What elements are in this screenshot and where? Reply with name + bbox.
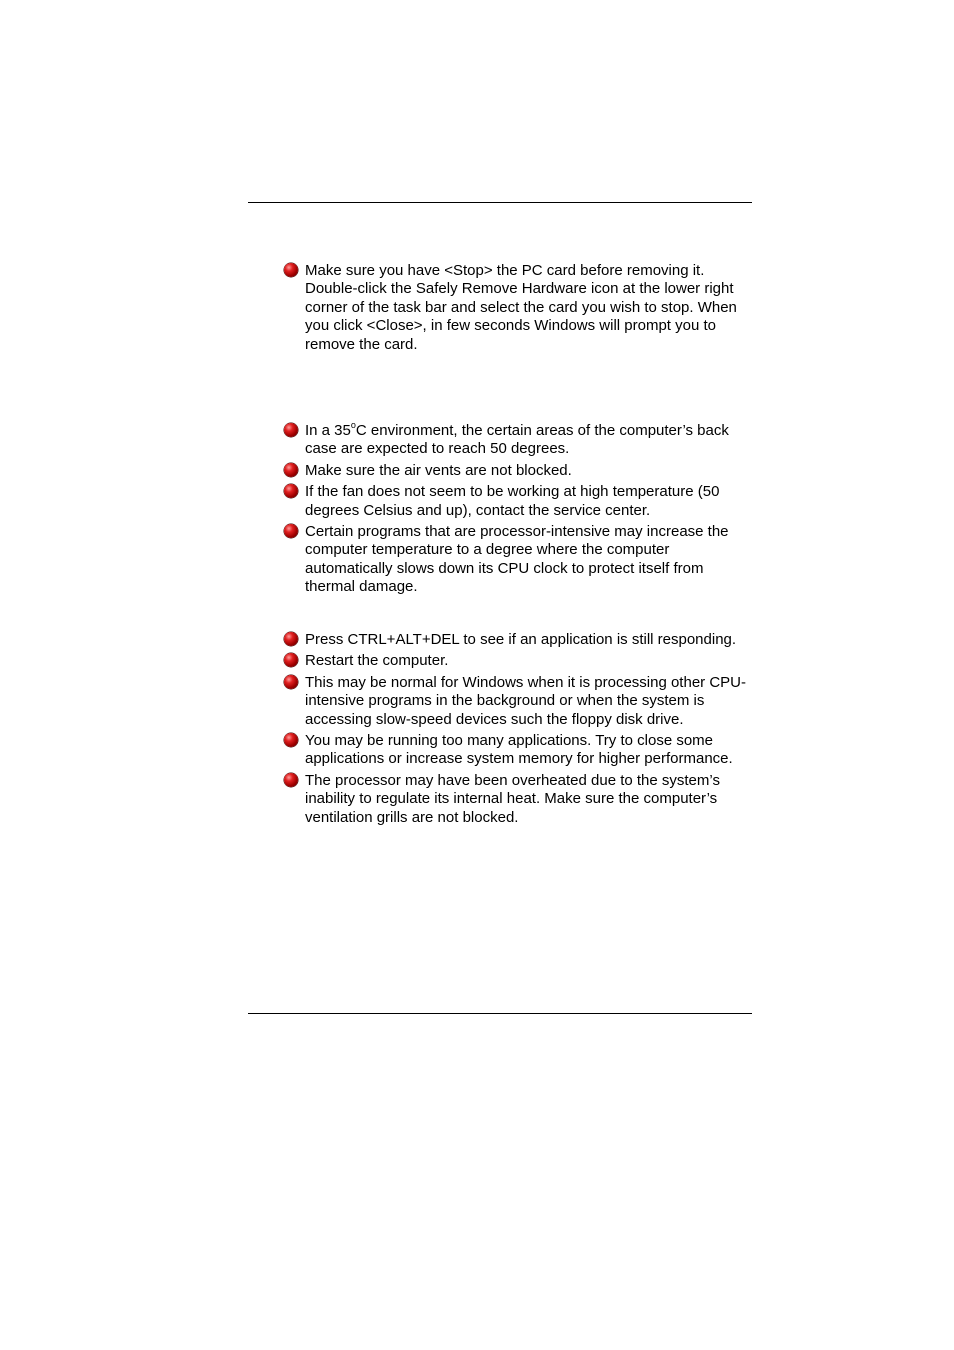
list-item-text: This may be normal for Windows when it is processing other CPU-intensive programs in the background or when the system is accessing slow-speed devices such the floppy disk drive. bbox=[305, 673, 746, 728]
red-sphere-bullet-icon bbox=[284, 653, 298, 667]
degree-superscript: o bbox=[350, 420, 356, 430]
red-sphere-bullet-icon bbox=[284, 423, 298, 437]
red-sphere-bullet-icon bbox=[284, 484, 298, 498]
list-item-text: The processor may have been overheated due to the system’s inability to regulate its internal heat. Make sure the computer’s ventilation grills are not blocked. bbox=[305, 771, 720, 826]
red-sphere-bullet-icon bbox=[284, 773, 298, 787]
list-item bbox=[284, 732, 754, 769]
header-rule bbox=[248, 202, 752, 203]
list-item bbox=[284, 483, 754, 520]
performance-list bbox=[284, 631, 754, 830]
temperature-list bbox=[284, 422, 754, 600]
red-sphere-bullet-icon bbox=[284, 524, 298, 538]
red-sphere-bullet-icon bbox=[284, 263, 298, 277]
list-item bbox=[284, 631, 754, 649]
list-item-text: Make sure you have <Stop> the PC card before removing it. Double-click the Safely Remove Hardware icon at the lower right corner of the task bar and select the card you wish to stop. When you click <Close>, in few seconds Windows will prompt you to remove the card. bbox=[305, 262, 737, 353]
list-item-text: Press CTRL+ALT+DEL to see if an application is still responding. bbox=[305, 631, 737, 648]
red-sphere-bullet-icon bbox=[284, 675, 298, 689]
pc-card-list bbox=[284, 262, 754, 357]
list-item-text: Make sure the air vents are not blocked. bbox=[305, 461, 572, 479]
temperature-suffix: C environment, the certain areas of the computer’s back case are expected to reach 50 degrees. bbox=[305, 422, 729, 458]
list-item bbox=[284, 262, 754, 354]
list-item bbox=[284, 652, 754, 670]
list-item bbox=[284, 674, 754, 729]
red-sphere-bullet-icon bbox=[284, 733, 298, 747]
red-sphere-bullet-icon bbox=[284, 632, 298, 646]
list-item bbox=[284, 422, 754, 459]
list-item-text: You may be running too many applications. Try to close some applications or increase system memory for higher performance. bbox=[305, 732, 733, 768]
temperature-prefix: In a 35 bbox=[305, 422, 351, 439]
footer-rule bbox=[248, 1013, 752, 1014]
list-item bbox=[284, 523, 754, 597]
list-item-text bbox=[305, 422, 729, 457]
red-sphere-bullet-icon bbox=[284, 463, 298, 477]
list-item bbox=[284, 772, 754, 827]
list-item bbox=[284, 462, 754, 480]
list-item-text: Restart the computer. bbox=[305, 652, 449, 670]
list-item-text: Certain programs that are processor-intensive may increase the computer temperature to a degree where the computer automatically slows down its CPU clock to protect itself from thermal damage. bbox=[305, 523, 729, 596]
list-item-text: If the fan does not seem to be working at high temperature (50 degrees Celsius and up), contact the service center. bbox=[305, 483, 720, 519]
